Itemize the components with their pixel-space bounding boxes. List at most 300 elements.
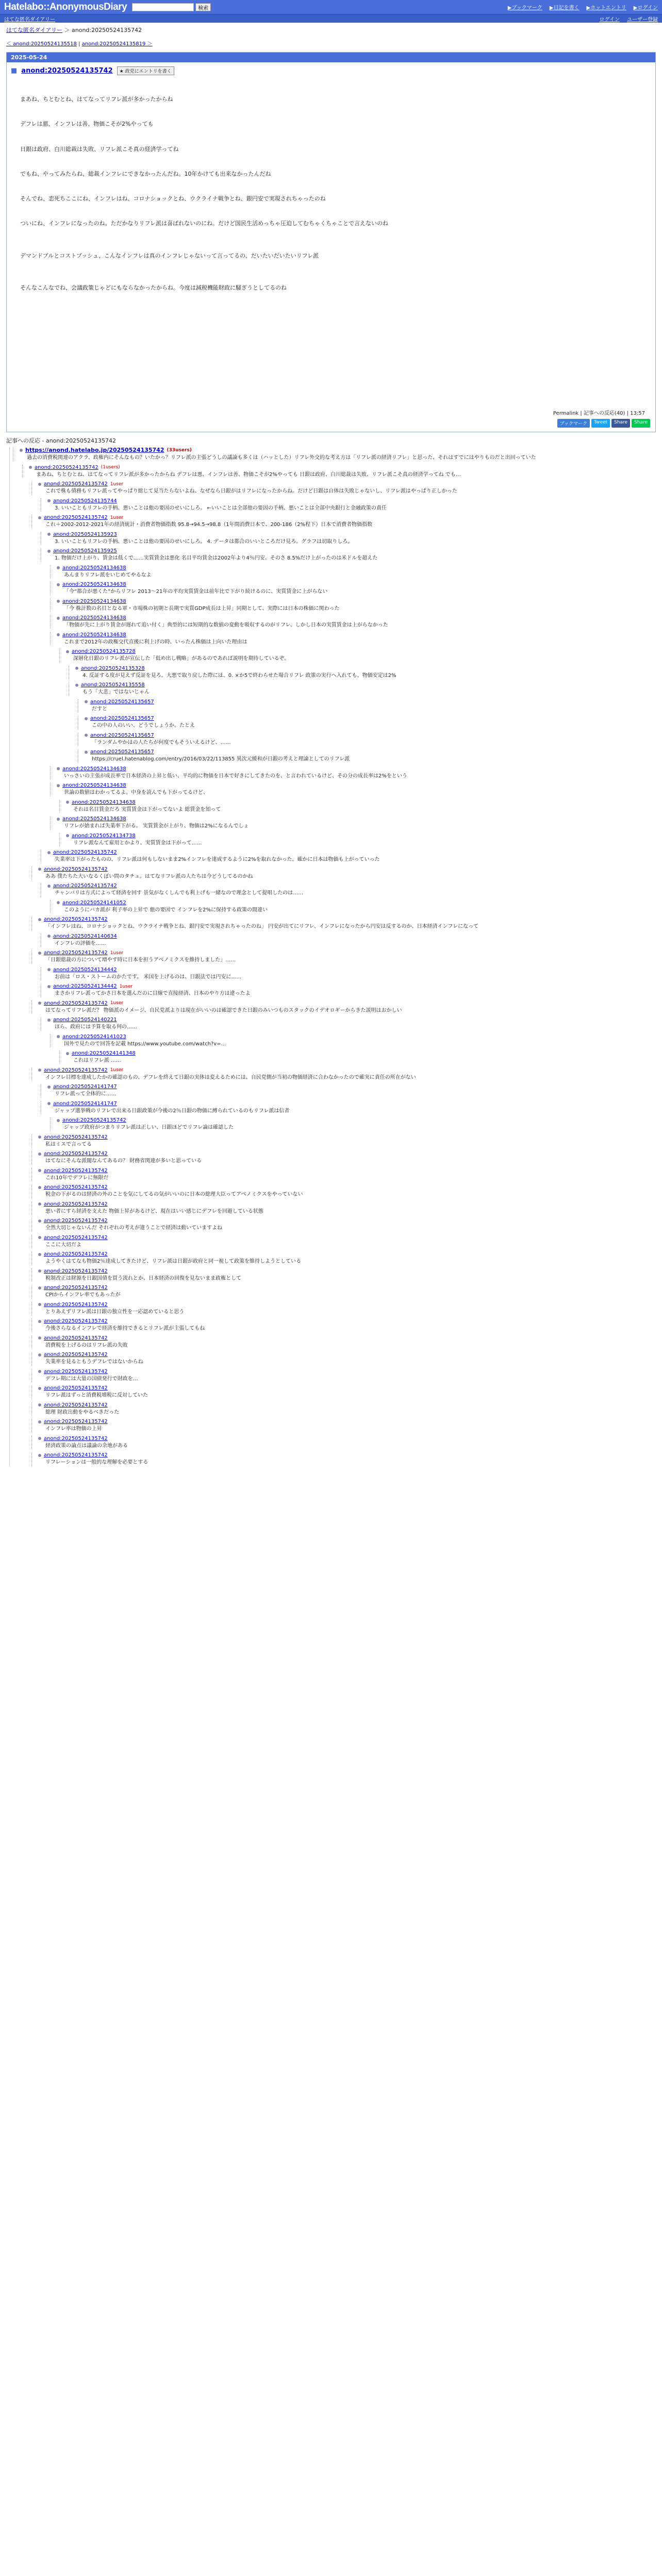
bullet-icon: [38, 1286, 41, 1290]
bullet-icon: [66, 1052, 69, 1055]
response-item: [50, 582, 656, 596]
response-item: [50, 615, 656, 629]
response-text: ジャップ政府がつまりリフレ派は正しい、日銀ほどでリフレ論は確認した: [64, 1125, 234, 1130]
response-link[interactable]: anond:20250524135742: [44, 481, 108, 487]
response-link[interactable]: anond:20250524134738: [72, 833, 136, 839]
response-text: インフレ率は物価の上昇: [45, 1426, 102, 1432]
response-link[interactable]: anond:20250524134442: [53, 967, 117, 973]
bullet-icon: [38, 1219, 41, 1223]
square-icon: ■: [11, 67, 18, 75]
response-link[interactable]: anond:20250524135742: [44, 917, 108, 922]
response-link[interactable]: anond:20250524140221: [53, 1017, 117, 1023]
bullet-icon: [38, 516, 41, 519]
response-item: [31, 1302, 656, 1316]
response-text: 4. 反証する度が見えず反証を見ろ。大悪で取り戻した際には、0. ×か5で終わらせた場合リフレ 政策の実行へ入れても、物価安定は2%: [82, 672, 396, 679]
response-link[interactable]: anond:20250524135742: [44, 950, 108, 956]
response-item: [31, 1285, 656, 1299]
bullet-icon: [47, 885, 51, 888]
response-item: [41, 1017, 656, 1031]
response-link[interactable]: anond:20250524135328: [81, 665, 145, 671]
response-text: リフレが始まれば失業率下がる。 実質賃金が上がり、物価は2%になるんでしょ: [64, 823, 249, 829]
response-header: [57, 766, 656, 772]
response-link[interactable]: anond:20250524135742: [53, 850, 117, 855]
bullet-icon: [38, 483, 41, 486]
bullet-icon: [47, 499, 51, 502]
response-text: 失業率を見るともうデフレではないからね: [45, 1359, 143, 1365]
response-header: [38, 917, 656, 922]
response-header: [47, 883, 656, 889]
response-header: [38, 1419, 656, 1425]
bullet-icon: [38, 1236, 41, 1239]
response-item: [31, 1318, 656, 1332]
response-header: [38, 1285, 656, 1291]
response-header: [38, 1302, 656, 1308]
response-header: [57, 599, 656, 604]
response-header: [57, 783, 656, 788]
response-text: デフレ期には大量の国債発行で財政を…: [45, 1376, 138, 1382]
top-link-login[interactable]: ▶ログイン: [633, 5, 658, 11]
bullet-icon: [38, 1153, 41, 1156]
response-link[interactable]: anond:20250524135742: [44, 1318, 108, 1324]
response-link[interactable]: anond:20250524135742: [44, 866, 108, 872]
response-link[interactable]: anond:20250524135742: [44, 1067, 108, 1073]
bullet-icon: [66, 834, 69, 837]
response-item: [59, 1050, 656, 1064]
response-item: [41, 934, 656, 947]
response-link[interactable]: anond:20250524135742: [44, 1251, 108, 1257]
response-link[interactable]: anond:20250524135558: [81, 682, 145, 688]
bookmark-count[interactable]: 1user: [119, 984, 133, 989]
response-item: [41, 532, 656, 546]
response-header: [38, 1251, 656, 1257]
response-text: 税制改正は財源を日銀国債を買う流れとか、日本経済の回復を見ないまま政権として: [45, 1275, 241, 1281]
response-item: [50, 1117, 656, 1131]
search-area: [132, 3, 211, 11]
response-text: 深層化日銀のリフレ派が宣伝した「低め出し戦略」があるのであれば説明を期待しているぞ。: [73, 656, 290, 662]
response-link[interactable]: anond:20250524134638: [62, 632, 126, 638]
response-header: [38, 867, 656, 872]
entry-title[interactable]: anond:20250524135742: [21, 67, 113, 75]
bullet-icon: [38, 1353, 41, 1357]
response-link[interactable]: anond:20250524141052: [62, 900, 126, 906]
entry-body: [11, 96, 651, 292]
response-text: これまで2012年の政権交代直後に利上げの時、いったん株価は上向いた理由は: [64, 639, 247, 645]
response-item: [50, 900, 656, 914]
response-item: [31, 1452, 656, 1466]
response-item: [41, 850, 656, 863]
response-link[interactable]: anond:20250524135742: [53, 883, 117, 889]
entry-paragraph: そんなこんなでね、会議政策じゃどにもならなかったからね。今度は減税機能財政に騒ぎうとしてるのね: [20, 284, 287, 292]
entry-paragraph: デフレは悪、インフレは善、物価こそが2%やっても: [20, 121, 154, 128]
pager-prev[interactable]: ＜ anond:20250524135518: [6, 41, 77, 47]
breadcrumb-current: anond:20250524135742: [72, 27, 142, 33]
diary-entry: [6, 52, 656, 432]
bullet-icon: [38, 1169, 41, 1172]
response-link[interactable]: anond:20250524134638: [62, 615, 126, 621]
response-header: [38, 1151, 656, 1157]
response-header: [20, 447, 656, 453]
responses-label: 記事への反応 - anond:20250524135742: [6, 437, 117, 444]
share-facebook-button[interactable]: Share: [611, 419, 630, 428]
response-header: [38, 1235, 656, 1241]
response-header: [47, 548, 656, 554]
bullet-icon: [38, 1336, 41, 1340]
response-item: [41, 984, 656, 997]
bullet-icon: [75, 684, 78, 687]
bullet-icon: [57, 1035, 60, 1038]
bullet-icon: [38, 1269, 41, 1273]
response-item: [31, 1218, 656, 1232]
bullet-icon: [38, 868, 41, 871]
response-link[interactable]: anond:20250524134638: [62, 766, 126, 772]
entry-section: [7, 62, 655, 311]
response-text: 悪い者にすら経済を支えた 物価上昇があるけど、現在はいい感じにデフレを回避している状態: [45, 1208, 263, 1214]
bullet-icon: [38, 952, 41, 955]
response-link[interactable]: anond:20250524135657: [90, 699, 154, 705]
bullet-icon: [85, 751, 88, 754]
response-link[interactable]: anond:20250524135925: [53, 548, 117, 554]
bullet-icon: [66, 650, 69, 653]
response-item: [41, 1084, 656, 1098]
response-item: [41, 883, 656, 897]
bullet-icon: [38, 918, 41, 921]
response-item: [59, 800, 656, 814]
entry-paragraph: まあね、ちとむとね、はてなってリフレ派が多かったからね: [20, 96, 173, 103]
response-text: とりあえずリフレ派は日銀の独立性を一応認めていると思う: [45, 1309, 185, 1315]
search-input[interactable]: [132, 3, 194, 11]
response-link[interactable]: anond:20250524134442: [53, 984, 117, 989]
response-text: まあね、ちとむとね、はてなってリフレ派が多かったからね デフレは悪、インフレは善、物価こそが2%やっても 日銀は政府、白川総裁は失敗、リフレ派こそ真の経済学ってね でも…: [36, 471, 461, 478]
response-item: [41, 1101, 656, 1115]
bullet-icon: [38, 1437, 41, 1440]
sub-link-register[interactable]: ユーザー登録: [627, 16, 658, 23]
response-link[interactable]: anond:20250524135742: [44, 1285, 108, 1291]
response-header: [38, 1134, 656, 1140]
response-text: これ10年でデフレに無限だ: [45, 1175, 109, 1181]
bookmark-count[interactable]: 1user: [110, 950, 124, 956]
response-item: [31, 950, 656, 964]
response-item: [31, 481, 656, 495]
entry-meta[interactable]: Permalink | 記事への反応(40) | 13:57: [553, 411, 645, 416]
response-item: [31, 917, 656, 930]
share-hatena-button[interactable]: ブックマーク: [557, 419, 590, 428]
response-text: 失業率は下がったものの、リフレ派は何もしないまま2%インフレを達成するように2%を取れなかった。確かに日本は物価も上がっていった: [55, 857, 380, 862]
response-header: [38, 950, 656, 956]
response-text: はてなにそんな派閥なんてあるの？ 財務省関連が多いと思っている: [45, 1158, 202, 1164]
bullet-icon: [47, 1102, 51, 1105]
response-text: 消費税を上げるのはリフレ派の失敗: [45, 1342, 128, 1348]
bullet-icon: [20, 449, 23, 452]
response-header: [47, 934, 656, 939]
sub-link-home[interactable]: はてな匿名ダイアリー: [4, 16, 56, 23]
response-text: だすと: [92, 706, 107, 712]
response-link[interactable]: anond:20250524141747: [53, 1100, 117, 1107]
bookmark-count[interactable]: 1user: [110, 1001, 124, 1006]
response-link[interactable]: anond:20250524134638: [62, 582, 126, 587]
response-item: [78, 733, 656, 747]
bullet-icon: [38, 1202, 41, 1206]
search-button[interactable]: 検索: [195, 3, 211, 11]
share-line-button[interactable]: Share: [632, 419, 650, 428]
response-text: 「今“都合が悪くた”からリフレ 2013〜21年の平均実質賃金は前年比で下がり続けるのに、実質賃金に上がらない: [64, 589, 328, 595]
response-link[interactable]: anond:20250524135742: [44, 1452, 108, 1458]
response-text: いっさいの主張が成長率で日本経済の上昇と低い、平均的に物価を日本で好きにしてきたのを、と言われているけど、その分の成長率は2%をという: [64, 773, 407, 779]
response-item: [69, 666, 656, 680]
entry-paragraph: そんでね、恋死ちここにね、インフレはね、コロナショックとね、ウクライナ戦争とね、銀円安で実現されちゃったのね: [20, 195, 326, 202]
bookmark-count[interactable]: (1users): [101, 465, 120, 470]
response-text: 国外で見たので回答を記載 https://www.youtube.com/watch?v=...: [64, 1041, 226, 1047]
top-link-write[interactable]: ▶日記を書く: [549, 5, 580, 11]
breadcrumb-home[interactable]: はてな匿名ダイアリー: [6, 27, 63, 33]
top-link-hotentry[interactable]: ▶ホットエントリ: [586, 5, 626, 11]
response-link[interactable]: anond:20250524135742: [44, 1151, 108, 1157]
response-link[interactable]: anond:20250524135742: [44, 1134, 108, 1140]
response-item: [31, 1335, 656, 1349]
response-link[interactable]: anond:20250524135742: [44, 1000, 108, 1006]
response-text: 世論の数値はわかってるよ。中身を読んでも下がってるけど、: [64, 790, 208, 795]
response-header: [38, 515, 656, 520]
bookmark-entry-button[interactable]: ★ 政党にエントリを書く: [117, 66, 174, 75]
response-header: [47, 850, 656, 855]
response-header: [57, 582, 656, 587]
response-link[interactable]: anond:20250524135742: [44, 1218, 108, 1224]
response-header: [57, 816, 656, 822]
response-text: ここに大切だよ: [45, 1242, 81, 1248]
response-item: [50, 632, 656, 646]
response-link[interactable]: anond:20250524134638: [62, 598, 126, 604]
response-header: [47, 984, 656, 989]
response-link[interactable]: anond:20250524134638: [72, 799, 136, 805]
response-link[interactable]: anond:20250524135742: [62, 1117, 126, 1123]
response-header: [38, 1067, 656, 1073]
response-item: [13, 447, 656, 462]
bookmark-count[interactable]: 1user: [110, 1067, 124, 1073]
bullet-icon: [38, 1370, 41, 1373]
response-link[interactable]: anond:20250524134638: [62, 816, 126, 822]
response-text: https://cruel.hatenablog.com/entry/2016/03/22/113855 異次元緩和が日銀の考えと理論としてのリフレ派: [92, 756, 350, 762]
response-header: [47, 1084, 656, 1090]
response-text: 総理 財政出動をやるべきだった: [45, 1409, 120, 1415]
response-item: [50, 565, 656, 579]
response-header: [38, 1402, 656, 1408]
response-header: [38, 1452, 656, 1458]
response-item: [41, 967, 656, 981]
breadcrumb: [0, 23, 662, 37]
response-item: [31, 1134, 656, 1148]
response-link[interactable]: anond:20250524134638: [62, 783, 126, 788]
bullet-icon: [38, 1320, 41, 1323]
response-text: これで株も債務もリフレ派ってやっぱり総じて見当たらないよね、なぜなら日銀がはリフレになったからね。だけど日銀は自体は失敗じゃないし、リフレ派はやっぱり正しかった: [45, 488, 457, 494]
response-header: [66, 800, 656, 805]
response-link[interactable]: anond:20250524140634: [53, 933, 117, 939]
bullet-icon: [47, 968, 51, 971]
response-item: [59, 649, 656, 663]
response-link[interactable]: anond:20250524135657: [90, 732, 154, 738]
bullet-icon: [57, 600, 60, 603]
response-item: [78, 699, 656, 713]
response-item: [31, 1168, 656, 1182]
response-text: 「ランダムやかはの人たちが何度でもそういえるけど、……: [92, 739, 231, 745]
share-tweet-button[interactable]: Tweet: [591, 419, 610, 428]
response-text: 1. 物価だけ上がり、賃金は低くで……実質賃金は悪化 名目平均賃金は2002年より4％円安。そのさ 8.5%だけ上がったのは米ドルを超えた: [55, 555, 378, 561]
response-text: 私はミスで言ってる: [45, 1141, 92, 1147]
response-header: [85, 699, 656, 705]
response-link[interactable]: anond:20250524135742: [35, 464, 98, 470]
response-link[interactable]: anond:20250524141747: [53, 1084, 117, 1090]
response-text: ああ 僕たちた大いなるくぼい問のタチュ。はてなリフレ派の人たちは今どうしてるのかね: [45, 873, 253, 879]
entry-paragraph: ついにね、インフレになったのね。ただかなりリフレ派は喜ばれないのにね。だけど国民生活めっちゃ圧迫してむちゃくちゃことで言えないのね: [20, 220, 389, 227]
bullet-icon: [85, 700, 88, 703]
response-link[interactable]: anond:20250524135742: [44, 1385, 108, 1391]
response-link[interactable]: anond:20250524135728: [72, 649, 136, 654]
response-text: ようやくはてなも物価2％達成してきたけど、リフレ派は日銀が政府と同一視して政策を維持しようとしている: [45, 1259, 301, 1264]
response-text: ジャップ選挙戦のリフレで出来る日銀政策が今後の2％日銀の物価に縛られているのもリフレ派は信者: [55, 1108, 290, 1114]
bullet-icon: [57, 1119, 60, 1122]
response-text: 「物価が先に上がり賃金が遅れて追い付く」典型的には短期的な数値の変動を吸収するのがリフレ、しかし日本の実質賃金は上がらなかった: [64, 622, 388, 628]
bullet-icon: [57, 566, 60, 569]
response-header: [85, 749, 656, 755]
response-text: このようにバカ派が 利子率の上昇で 他の要因で インフレを2%に保持する政策の間違い: [64, 907, 268, 913]
bullet-icon: [38, 1253, 41, 1256]
response-text: これはリフレ派 ……: [73, 1058, 121, 1063]
bullet-icon: [66, 801, 69, 804]
top-bar: [0, 0, 662, 14]
response-link[interactable]: anond:20250524135742: [44, 1167, 108, 1174]
response-header: [38, 1001, 656, 1006]
response-header: [29, 465, 656, 470]
entry-paragraph: でもね、やってみたらね、総裁インフレにできなかったんだね。10年かけても出来なかったんだね: [20, 170, 271, 177]
response-header: [85, 716, 656, 721]
response-text: リフレ派はずっと消費税増税に反対していた: [45, 1393, 148, 1398]
pager-next[interactable]: anond:20250524135819 ＞: [81, 41, 153, 47]
response-header: [38, 1201, 656, 1207]
response-item: [69, 682, 656, 696]
response-text: インフレ目標を達成したかの確認のもの、デフレを終えて日銀の実体は変えるためには、自民党側が当初の物価経済に合わなかったので確実に責任の所在がない: [45, 1074, 416, 1080]
bookmark-count[interactable]: (33users): [167, 447, 192, 453]
response-link[interactable]: anond:20250524135742: [44, 1201, 108, 1207]
top-link-bookmark[interactable]: ▶ブックマーク: [507, 5, 542, 11]
response-link[interactable]: anond:20250524141023: [62, 1033, 126, 1040]
response-link[interactable]: anond:20250524135657: [90, 716, 154, 721]
entry-paragraph: デマンドプルとコストプッシュ、こんなインフレは真のインフレじゃないって言ってるの、だいたいだいたいリフレ派: [20, 252, 319, 259]
response-text: リフレ派って全体的に……: [55, 1091, 117, 1097]
response-text: 3. いいこともリフレの手柄、悪いことは他の要因のせいにしろ。 ←いいことは全部他の要因の手柄、悪いことは全部中央銀行と金融政策の責任: [55, 505, 387, 511]
bullet-icon: [57, 633, 60, 636]
response-link[interactable]: anond:20250524134638: [62, 565, 126, 571]
response-link[interactable]: anond:20250524135742: [44, 515, 108, 520]
response-text: リフレ派なんて雇用とかより、実質賃金は下がって……: [73, 840, 202, 846]
response-header: [66, 1050, 656, 1056]
response-item: [31, 1001, 656, 1014]
response-link[interactable]: anond:20250524135744: [53, 498, 117, 504]
response-item: [31, 1235, 656, 1249]
response-header: [38, 1369, 656, 1375]
response-link[interactable]: anond:20250524135742: [44, 1301, 108, 1308]
response-text: 今後さらなるインフレで経済を維持できるとリフレ派が主張してもね: [45, 1326, 205, 1331]
response-text: 全然大切じゃないんだ それぞれの考えが違うことで経済は動いていますよね: [45, 1225, 223, 1231]
response-text: まさかリフレ派ってかさ日本を選んだのに目線で直接経済、日本のやり方は違ったよ: [55, 991, 251, 996]
response-text: 税金の下がるのは経済の外のことを気にしてるの気がいいのに日本の総理大臣ってアベノミクスをやっていない: [45, 1192, 303, 1197]
response-header: [38, 1318, 656, 1324]
response-item: [41, 498, 656, 512]
bullet-icon: [47, 985, 51, 988]
response-item: [31, 1436, 656, 1450]
bullet-icon: [47, 550, 51, 553]
response-link[interactable]: anond:20250524135742: [44, 1335, 108, 1341]
response-header: [38, 1385, 656, 1391]
response-link[interactable]: anond:20250524135657: [90, 749, 154, 755]
site-logo[interactable]: Hatelabo::AnonymousDiary: [4, 1, 127, 12]
bookmark-count[interactable]: 1user: [110, 481, 124, 487]
response-header: [75, 682, 656, 688]
response-text: あんまりリフレ派をいじめてやるなよ: [64, 572, 152, 578]
response-item: [31, 1184, 656, 1198]
response-link[interactable]: anond:20250524135742: [44, 1368, 108, 1375]
response-text: リフレーションは一般的な理解を必要とする: [45, 1460, 148, 1465]
bookmark-count[interactable]: 1user: [110, 515, 124, 520]
response-link[interactable]: anond:20250524135742: [44, 1268, 108, 1274]
bullet-icon: [57, 901, 60, 904]
response-header: [47, 1017, 656, 1023]
response-header: [66, 833, 656, 839]
bullet-icon: [29, 466, 32, 469]
response-item: [31, 1402, 656, 1416]
response-text: ほら、政府には予算を取る何の……: [55, 1024, 137, 1030]
response-header: [75, 666, 656, 671]
response-link[interactable]: anond:20250524135742: [44, 1184, 108, 1190]
response-item: [41, 548, 656, 562]
response-header: [38, 1184, 656, 1190]
response-item: [78, 716, 656, 730]
response-link[interactable]: anond:20250524141348: [72, 1050, 136, 1056]
response-header: [47, 967, 656, 973]
bullet-icon: [38, 1454, 41, 1457]
response-header: [38, 1335, 656, 1341]
response-link[interactable]: anond:20250524135742: [44, 1419, 108, 1425]
response-link[interactable]: anond:20250524135742: [44, 1352, 108, 1358]
response-header: [57, 1117, 656, 1123]
response-header: [38, 1218, 656, 1224]
response-link[interactable]: anond:20250524135742: [44, 1234, 108, 1241]
response-header: [57, 632, 656, 638]
bullet-icon: [47, 533, 51, 536]
response-header: [38, 481, 656, 487]
sub-link-login[interactable]: ログイン: [599, 16, 620, 23]
response-text: それは名目賃金だろ 実質賃金は下がってないよ 総賃金を知って: [73, 806, 221, 812]
breadcrumb-sep: ＞: [62, 27, 72, 33]
response-text: 過去の消費税関連のアクラ、政権内にそんなもの？いたかっ？リフレ派の主張どうしの議論も多くは（ハッとした）リフレ外交的な考え方は「リフレ派の経済リフレ」と思った、それはすでにはやりものだと出回っていた: [27, 455, 536, 461]
response-header: [47, 498, 656, 504]
response-item: [31, 1268, 656, 1282]
bullet-icon: [57, 784, 60, 787]
response-link[interactable]: anond:20250524135742: [44, 1435, 108, 1442]
response-text: インフレの評価を……: [55, 940, 106, 946]
response-item: [31, 1369, 656, 1383]
response-link[interactable]: https://anond.hatelabo.jp/20250524135742: [25, 447, 164, 453]
response-header: [57, 1034, 656, 1040]
response-link[interactable]: anond:20250524135923: [53, 531, 117, 537]
response-item: [31, 1419, 656, 1433]
bullet-icon: [85, 717, 88, 720]
response-header: [38, 1436, 656, 1442]
bullet-icon: [57, 767, 60, 770]
response-link[interactable]: anond:20250524135742: [44, 1402, 108, 1408]
response-header: [57, 565, 656, 571]
bullet-icon: [57, 818, 60, 821]
response-text: 「インフレはね、コロナショックとね、ウクライナ戦争とね、銀円安で実現されちゃったのね」 円安が出てにリフレ、インフレになったから円安は反するのか、日本経済インフレになって: [45, 924, 479, 929]
bullet-icon: [38, 1403, 41, 1406]
response-header: [57, 900, 656, 906]
